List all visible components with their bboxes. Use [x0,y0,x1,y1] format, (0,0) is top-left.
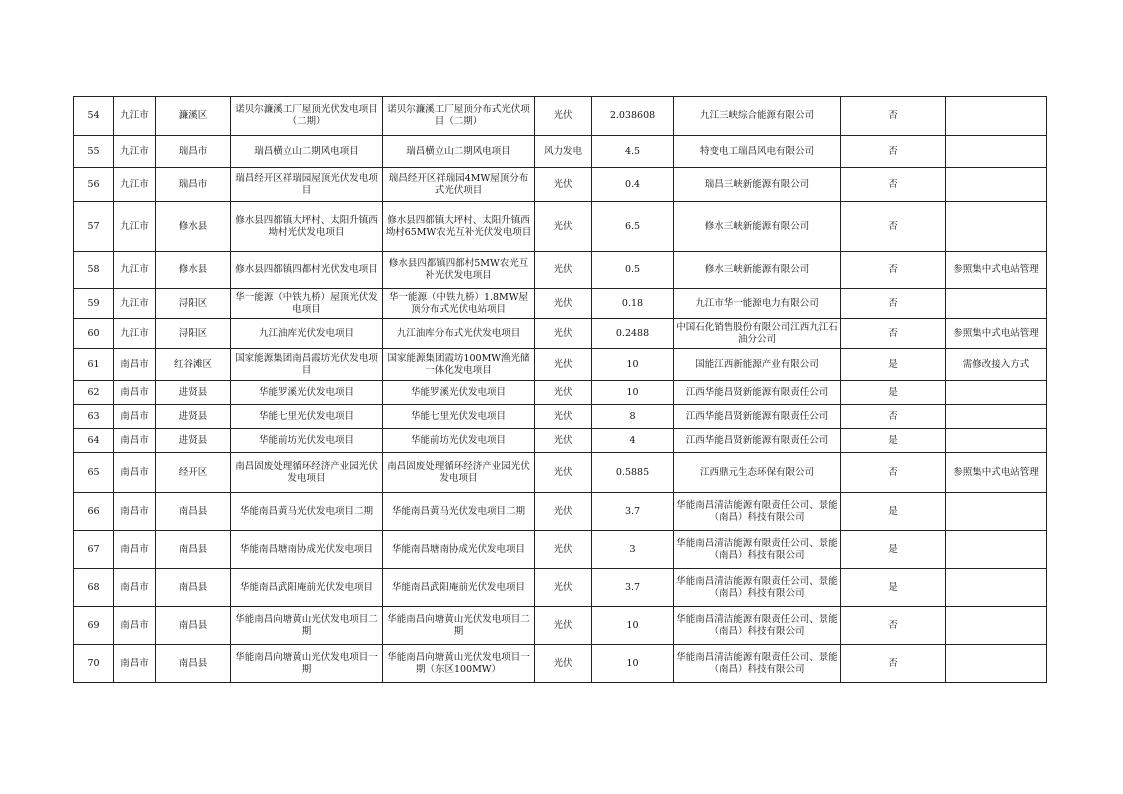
owner-cell: 华能南昌清洁能源有限责任公司、景能（南昌）科技有限公司 [674,607,841,645]
project-name-cell: 华能南昌向塘黄山光伏发电项目二期 [231,607,383,645]
table-row [74,381,1047,405]
capacity-cell: 3 [592,531,674,569]
city-cell: 南昌市 [114,405,156,429]
type-cell: 光伏 [535,531,592,569]
table-row [74,607,1047,645]
table-row [74,493,1047,531]
flag-cell: 是 [841,531,946,569]
remark-cell [946,405,1047,429]
remark-cell: 参照集中式电站管理 [946,252,1047,289]
filed-name-cell: 华能罗溪光伏发电项目 [383,381,535,405]
filed-name-cell: 诺贝尔濂溪工厂屋顶分布式光伏项目（二期） [383,97,535,136]
filed-name-cell: 华能南昌武阳庵前光伏发电项目 [383,569,535,607]
district-cell: 南昌县 [156,607,231,645]
district-cell: 修水县 [156,202,231,252]
owner-cell: 修水三峡新能源有限公司 [674,252,841,289]
table-row [74,136,1047,168]
district-cell: 瑞昌市 [156,136,231,168]
city-cell: 九江市 [114,202,156,252]
row-number: 56 [74,168,114,202]
table-row [74,453,1047,493]
owner-cell: 修水三峡新能源有限公司 [674,202,841,252]
type-cell: 光伏 [535,493,592,531]
district-cell: 瑞昌市 [156,168,231,202]
type-cell: 光伏 [535,569,592,607]
project-name-cell: 华一能源（中铁九桥）屋顶光伏发电项目 [231,289,383,319]
owner-cell: 瑞昌三峡新能源有限公司 [674,168,841,202]
row-number: 55 [74,136,114,168]
table-row [74,349,1047,381]
table-row [74,168,1047,202]
flag-cell: 否 [841,97,946,136]
owner-cell: 九江市华一能源电力有限公司 [674,289,841,319]
project-name-cell: 瑞昌经开区祥瑞园屋顶光伏发电项目 [231,168,383,202]
flag-cell: 否 [841,289,946,319]
type-cell: 光伏 [535,429,592,453]
project-name-cell: 华能南昌黄马光伏发电项目二期 [231,493,383,531]
remark-cell [946,168,1047,202]
table-row [74,645,1047,683]
flag-cell: 否 [841,252,946,289]
flag-cell: 是 [841,569,946,607]
capacity-cell: 0.5 [592,252,674,289]
filed-name-cell: 华能南昌黄马光伏发电项目二期 [383,493,535,531]
owner-cell: 华能南昌清洁能源有限责任公司、景能（南昌）科技有限公司 [674,569,841,607]
row-number: 69 [74,607,114,645]
capacity-cell: 2.038608 [592,97,674,136]
row-number: 65 [74,453,114,493]
city-cell: 九江市 [114,289,156,319]
capacity-cell: 10 [592,349,674,381]
filed-name-cell: 华能南昌塘南协成光伏发电项目 [383,531,535,569]
type-cell: 光伏 [535,607,592,645]
flag-cell: 是 [841,349,946,381]
flag-cell: 否 [841,136,946,168]
owner-cell: 华能南昌清洁能源有限责任公司、景能（南昌）科技有限公司 [674,493,841,531]
type-cell: 光伏 [535,645,592,683]
project-name-cell: 瑞昌横立山二期风电项目 [231,136,383,168]
district-cell: 南昌县 [156,493,231,531]
type-cell: 光伏 [535,202,592,252]
remark-cell: 参照集中式电站管理 [946,453,1047,493]
flag-cell: 否 [841,202,946,252]
filed-name-cell: 瑞昌经开区祥瑞园4MW屋顶分布式光伏项目 [383,168,535,202]
row-number: 60 [74,319,114,349]
capacity-cell: 10 [592,381,674,405]
owner-cell: 江西华能昌贤新能源有限责任公司 [674,381,841,405]
type-cell: 光伏 [535,405,592,429]
row-number: 61 [74,349,114,381]
owner-cell: 国能江西新能源产业有限公司 [674,349,841,381]
row-number: 67 [74,531,114,569]
district-cell: 濂溪区 [156,97,231,136]
capacity-cell: 3.7 [592,569,674,607]
city-cell: 南昌市 [114,381,156,405]
district-cell: 红谷滩区 [156,349,231,381]
city-cell: 南昌市 [114,453,156,493]
remark-cell [946,645,1047,683]
type-cell: 光伏 [535,319,592,349]
owner-cell: 中国石化销售股份有限公司江西九江石油分公司 [674,319,841,349]
table-row [74,319,1047,349]
row-number: 54 [74,97,114,136]
district-cell: 南昌县 [156,645,231,683]
district-cell: 南昌县 [156,531,231,569]
capacity-cell: 0.18 [592,289,674,319]
capacity-cell: 4 [592,429,674,453]
row-number: 59 [74,289,114,319]
table-row [74,569,1047,607]
owner-cell: 华能南昌清洁能源有限责任公司、景能（南昌）科技有限公司 [674,645,841,683]
capacity-cell: 3.7 [592,493,674,531]
filed-name-cell: 华一能源（中铁九桥）1.8MW屋顶分布式光伏电站项目 [383,289,535,319]
remark-cell [946,569,1047,607]
district-cell: 进贤县 [156,429,231,453]
project-name-cell: 华能罗溪光伏发电项目 [231,381,383,405]
row-number: 58 [74,252,114,289]
row-number: 62 [74,381,114,405]
filed-name-cell: 国家能源集团霞坊100MW渔光储一体化发电项目 [383,349,535,381]
filed-name-cell: 修水县四都镇大坪村、太阳升镇西坳村65MW农光互补光伏发电项目 [383,202,535,252]
city-cell: 九江市 [114,97,156,136]
capacity-cell: 0.2488 [592,319,674,349]
type-cell: 光伏 [535,381,592,405]
remark-cell [946,531,1047,569]
district-cell: 浔阳区 [156,289,231,319]
city-cell: 南昌市 [114,531,156,569]
remark-cell [946,97,1047,136]
owner-cell: 特变电工瑞昌风电有限公司 [674,136,841,168]
project-name-cell: 南昌固废处理循环经济产业园光伏发电项目 [231,453,383,493]
city-cell: 南昌市 [114,493,156,531]
city-cell: 南昌市 [114,645,156,683]
project-name-cell: 华能南昌塘南协成光伏发电项目 [231,531,383,569]
table-row [74,531,1047,569]
city-cell: 南昌市 [114,349,156,381]
project-name-cell: 华能南昌武阳庵前光伏发电项目 [231,569,383,607]
filed-name-cell: 南昌固废处理循环经济产业园光伏发电项目 [383,453,535,493]
type-cell: 光伏 [535,252,592,289]
type-cell: 光伏 [535,349,592,381]
project-name-cell: 修水县四都镇四都村光伏发电项目 [231,252,383,289]
flag-cell: 是 [841,429,946,453]
project-name-cell: 华能七里光伏发电项目 [231,405,383,429]
remark-cell [946,202,1047,252]
owner-cell: 江西华能昌贤新能源有限责任公司 [674,429,841,453]
filed-name-cell: 华能南昌向塘黄山光伏发电项目二期 [383,607,535,645]
project-name-cell: 国家能源集团南昌霞坊光伏发电项目 [231,349,383,381]
project-name-cell: 九江油库光伏发电项目 [231,319,383,349]
remark-cell [946,429,1047,453]
project-name-cell: 华能前坊光伏发电项目 [231,429,383,453]
filed-name-cell: 华能前坊光伏发电项目 [383,429,535,453]
district-cell: 进贤县 [156,405,231,429]
filed-name-cell: 修水县四都镇四都村5MW农光互补光伏发电项目 [383,252,535,289]
row-number: 68 [74,569,114,607]
owner-cell: 江西鼎元生态环保有限公司 [674,453,841,493]
remark-cell [946,289,1047,319]
remark-cell: 需修改接入方式 [946,349,1047,381]
table-row [74,202,1047,252]
project-name-cell: 诺贝尔濂溪工厂屋顶光伏发电项目（二期） [231,97,383,136]
table-row [74,405,1047,429]
district-cell: 进贤县 [156,381,231,405]
row-number: 63 [74,405,114,429]
flag-cell: 是 [841,493,946,531]
capacity-cell: 0.5885 [592,453,674,493]
district-cell: 修水县 [156,252,231,289]
type-cell: 光伏 [535,97,592,136]
remark-cell [946,607,1047,645]
flag-cell: 否 [841,405,946,429]
flag-cell: 否 [841,645,946,683]
owner-cell: 华能南昌清洁能源有限责任公司、景能（南昌）科技有限公司 [674,531,841,569]
flag-cell: 否 [841,607,946,645]
capacity-cell: 4.5 [592,136,674,168]
flag-cell: 否 [841,319,946,349]
type-cell: 光伏 [535,453,592,493]
city-cell: 南昌市 [114,569,156,607]
city-cell: 南昌市 [114,429,156,453]
capacity-cell: 10 [592,645,674,683]
remark-cell: 参照集中式电站管理 [946,319,1047,349]
filed-name-cell: 华能南昌向塘黄山光伏发电项目一期（东区100MW） [383,645,535,683]
table-row [74,289,1047,319]
project-name-cell: 华能南昌向塘黄山光伏发电项目一期 [231,645,383,683]
city-cell: 九江市 [114,168,156,202]
city-cell: 九江市 [114,252,156,289]
type-cell: 风力发电 [535,136,592,168]
remark-cell [946,493,1047,531]
flag-cell: 否 [841,453,946,493]
district-cell: 经开区 [156,453,231,493]
filed-name-cell: 九江油库分布式光伏发电项目 [383,319,535,349]
row-number: 70 [74,645,114,683]
type-cell: 光伏 [535,168,592,202]
project-table [73,96,1047,683]
table-row [74,97,1047,136]
flag-cell: 否 [841,168,946,202]
capacity-cell: 6.5 [592,202,674,252]
district-cell: 浔阳区 [156,319,231,349]
filed-name-cell: 瑞昌横立山二期风电项目 [383,136,535,168]
flag-cell: 是 [841,381,946,405]
city-cell: 九江市 [114,319,156,349]
remark-cell [946,381,1047,405]
remark-cell [946,136,1047,168]
city-cell: 九江市 [114,136,156,168]
table-row [74,429,1047,453]
owner-cell: 九江三峡综合能源有限公司 [674,97,841,136]
capacity-cell: 10 [592,607,674,645]
district-cell: 南昌县 [156,569,231,607]
owner-cell: 江西华能昌贤新能源有限责任公司 [674,405,841,429]
row-number: 57 [74,202,114,252]
row-number: 66 [74,493,114,531]
city-cell: 南昌市 [114,607,156,645]
row-number: 64 [74,429,114,453]
filed-name-cell: 华能七里光伏发电项目 [383,405,535,429]
capacity-cell: 0.4 [592,168,674,202]
type-cell: 光伏 [535,289,592,319]
table-row [74,252,1047,289]
capacity-cell: 8 [592,405,674,429]
project-name-cell: 修水县四都镇大坪村、太阳升镇西坳村光伏发电项目 [231,202,383,252]
